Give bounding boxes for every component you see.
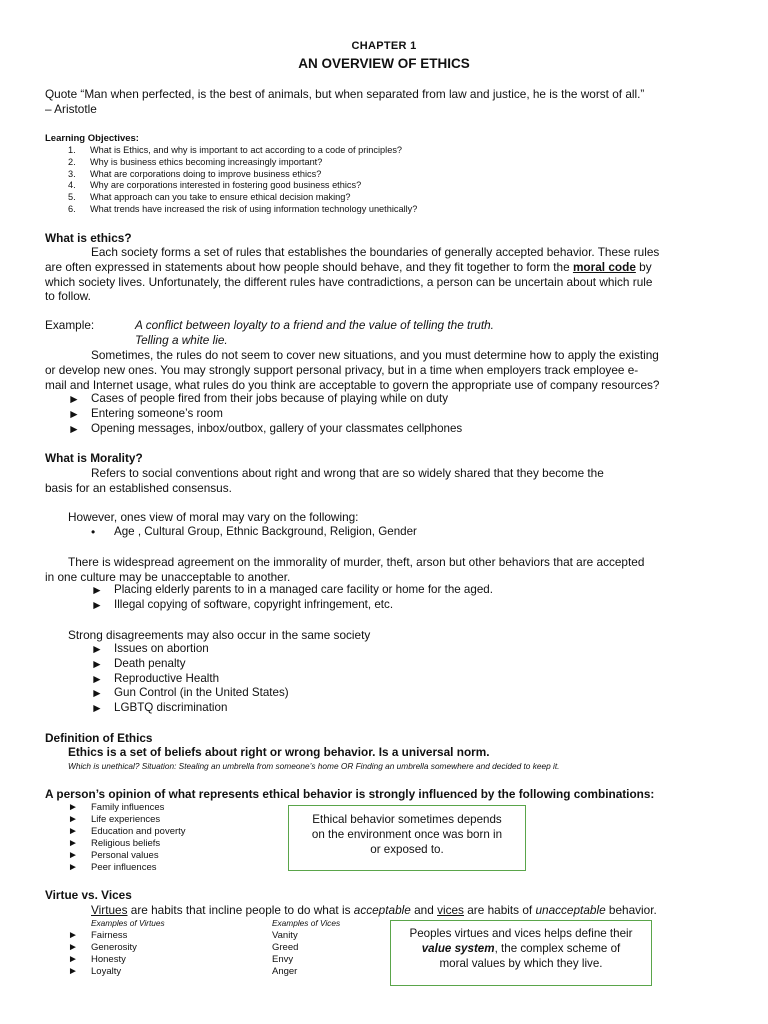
environment-callout-box: Ethical behavior sometimes depends on the environment once was born in or exposed to. <box>288 805 526 871</box>
list-item: ► Illegal copying of software, copyright infringement, etc. <box>91 597 394 612</box>
disagreement-text: Strong disagreements may also occur in the same society <box>68 628 371 642</box>
value-system-callout-box: Peoples virtues and vices helps define their value system, the complex scheme of moral values by which they live. <box>390 920 652 986</box>
list-item: ► Religious beliefs <box>68 838 161 849</box>
list-item: ► Peer influences <box>68 862 157 873</box>
rules-paragraph: Sometimes, the rules do not seem to cover new situations, and you must determine how to apply the existing or develop new ones. You may strongly support personal privacy, but in a time when employers track employee e- mail and Internet usage, what rules do you think are acceptable to govern the appropriate use of company resources? <box>45 348 660 392</box>
objectives-list <box>68 145 417 216</box>
list-item: ► Cases of people fired from their jobs because of playing while on duty <box>68 392 449 406</box>
list-item: Greed <box>272 942 299 953</box>
list-item: ► Honesty <box>68 954 126 965</box>
virtues-column-label: Examples of Virtues <box>91 918 165 928</box>
list-item: ► Death penalty <box>91 656 186 671</box>
list-item: ► Fairness <box>68 930 128 941</box>
quote-author: – Aristotle <box>45 102 97 116</box>
agreement-paragraph: There is widespread agreement on the immorality of murder, theft, arson but other behaviors that are accepted in one culture may be unacceptable to another. <box>45 555 645 584</box>
list-item: ► Loyalty <box>68 966 122 977</box>
vices-column-label: Examples of Vices <box>272 918 341 928</box>
virtues-list <box>68 930 137 978</box>
disagreement-bullet-list <box>91 642 289 716</box>
ethics-paragraph: Each society forms a set of rules that establishes the boundaries of generally accepted behavior. These rules are often expressed in statements about how people should behave, and they fit together to form the moral code by which society lives. Unfortunately, the different rules have contradictions, a person can be uncertain about which rule to follow. <box>45 245 660 304</box>
list-item: ► Generosity <box>68 942 137 953</box>
list-item: ► Opening messages, inbox/outbox, gallery of your classmates cellphones <box>68 421 463 436</box>
opinion-text: A person’s opinion of what represents ethical behavior is strongly influenced by the following combinations: <box>45 787 655 801</box>
virtue-heading: Virtue vs. Vices <box>45 888 132 902</box>
quote-block <box>45 87 745 117</box>
ethics-bullet-list <box>68 392 462 436</box>
quote-text: “Man when perfected, is the best of animals, but when separated from law and justice, he is the worst of all.” <box>77 87 645 101</box>
list-item: 6. What trends have increased the risk of using information technology unethically? <box>68 203 418 214</box>
example-text-2: Telling a white lie. <box>135 333 228 347</box>
vices-list <box>272 930 298 978</box>
list-item: 2. Why is business ethics becoming increasingly important? <box>68 156 323 167</box>
list-item: 4. Why are corporations interested in fostering good business ethics? <box>68 180 362 191</box>
chapter-label: CHAPTER 1 <box>351 40 417 52</box>
agreement-bullet-list <box>91 583 493 613</box>
list-item: ► Entering someone’s room <box>68 406 223 421</box>
vary-text: However, ones view of moral may vary on the following: <box>68 510 359 524</box>
list-item: 3. What are corporations doing to improve business ethics? <box>68 168 322 179</box>
list-item: • Age , Cultural Group, Ethnic Background, Religion, Gender <box>91 525 417 539</box>
list-item: ► Education and poverty <box>68 826 186 837</box>
influences-list <box>68 802 186 874</box>
list-item: 5. What approach can you take to ensure ethical decision making? <box>68 192 351 203</box>
situation-text: Which is unethical? Situation: Stealing an umbrella from someone’s home OR Finding an umbrella somewhere and decided to keep it. <box>68 761 560 771</box>
virtue-definition: Virtues are habits that incline people to do what is acceptable and vices are habits of unacceptable behavior. <box>91 903 657 917</box>
list-item: Vanity <box>272 930 298 941</box>
list-item: ► LGBTQ discrimination <box>91 701 228 716</box>
list-item: ► Personal values <box>68 850 159 861</box>
morality-paragraph: Refers to social conventions about right and wrong that are so widely shared that they become the basis for an established consensus. <box>45 466 604 495</box>
list-item: ► Gun Control (in the United States) <box>91 686 289 701</box>
moral-code-term: moral code <box>572 259 636 274</box>
list-item: ► Reproductive Health <box>91 671 220 686</box>
list-item: 1. What is Ethics, and why is important to act according to a code of principles? <box>68 145 403 155</box>
objectives-heading: Learning Objectives: <box>45 133 139 144</box>
list-item: ► Life experiences <box>68 814 161 825</box>
list-item: Envy <box>272 954 294 965</box>
example-text-1: A conflict between loyalty to a friend and the value of telling the truth. <box>135 318 494 332</box>
list-item: ► Family influences <box>68 802 165 813</box>
morality-heading: What is Morality? <box>45 451 143 465</box>
list-item: ► Placing elderly parents to in a managed care facility or home for the aged. <box>91 583 493 597</box>
list-item: Anger <box>272 966 298 977</box>
page-title: AN OVERVIEW OF ETHICS <box>298 56 470 71</box>
vary-list <box>91 525 417 540</box>
definition-heading: Definition of Ethics <box>45 731 153 745</box>
ethics-heading: What is ethics? <box>45 231 132 245</box>
quote-label: Quote <box>45 87 78 101</box>
definition-text: Ethics is a set of beliefs about right or wrong behavior. Is a universal norm. <box>68 745 490 759</box>
list-item: ► Issues on abortion <box>91 642 209 656</box>
example-label: Example: <box>45 318 95 332</box>
